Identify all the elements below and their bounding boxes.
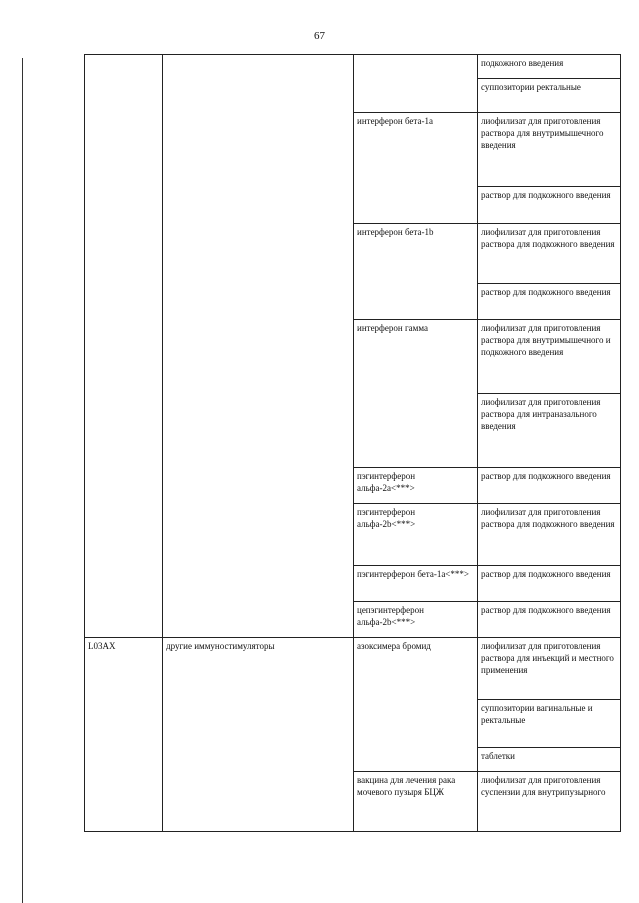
drug-name-cell: интерферон гамма <box>354 320 478 468</box>
drug-name-cell: интерферон бета-1a <box>354 113 478 224</box>
drug-name-cell: пэгинтерферон альфа-2b<***> <box>354 504 478 566</box>
drug-name-cell: вакцина для лечения рака мочевого пузыря БЦЖ <box>354 772 478 832</box>
dosage-form-cell: раствор для подкожного введения <box>478 602 621 638</box>
drug-name-cell: интерферон бета-1b <box>354 224 478 320</box>
atc-code-cell <box>85 55 163 638</box>
drug-name-cell: пэгинтерферон бета-1a<***> <box>354 566 478 602</box>
dosage-form-cell: лиофилизат для приготовления раствора для интраназального введения <box>478 394 621 468</box>
dosage-form-cell: лиофилизат для приготовления суспензии для внутрипузырного <box>478 772 621 832</box>
dosage-form-cell: суппозитории вагинальные и ректальные <box>478 700 621 748</box>
dosage-form-cell: суппозитории ректальные <box>478 79 621 113</box>
drug-name-cell: пэгинтерферон альфа-2a<***> <box>354 468 478 504</box>
dosage-form-cell: раствор для подкожного введения <box>478 566 621 602</box>
dosage-form-cell: лиофилизат для приготовления раствора для внутримышечного и подкожного введения <box>478 320 621 394</box>
dosage-form-cell: подкожного введения <box>478 55 621 79</box>
drug-table-body <box>85 55 621 832</box>
dosage-form-cell: раствор для подкожного введения <box>478 468 621 504</box>
dosage-form-cell: раствор для подкожного введения <box>478 187 621 224</box>
table-row <box>85 638 621 700</box>
dosage-form-cell: лиофилизат для приготовления раствора для внутримышечного введения <box>478 113 621 187</box>
drug-name-cell: азоксимера бромид <box>354 638 478 772</box>
table-row <box>85 55 621 79</box>
dosage-form-cell: лиофилизат для приготовления раствора для подкожного введения <box>478 504 621 566</box>
page-edge-line <box>22 58 23 903</box>
drug-table <box>84 54 621 832</box>
dosage-form-cell: лиофилизат для приготовления раствора для подкожного введения <box>478 224 621 284</box>
atc-code-cell: L03AX <box>85 638 163 832</box>
dosage-form-cell: раствор для подкожного введения <box>478 284 621 320</box>
drug-name-cell <box>354 55 478 113</box>
group-name-cell <box>163 55 354 638</box>
dosage-form-cell: лиофилизат для приготовления раствора для инъекций и местного применения <box>478 638 621 700</box>
dosage-form-cell: таблетки <box>478 748 621 772</box>
group-name-cell: другие иммуностимуляторы <box>163 638 354 832</box>
page-number: 67 <box>314 30 325 42</box>
drug-name-cell: цепэгинтерферон альфа-2b<***> <box>354 602 478 638</box>
